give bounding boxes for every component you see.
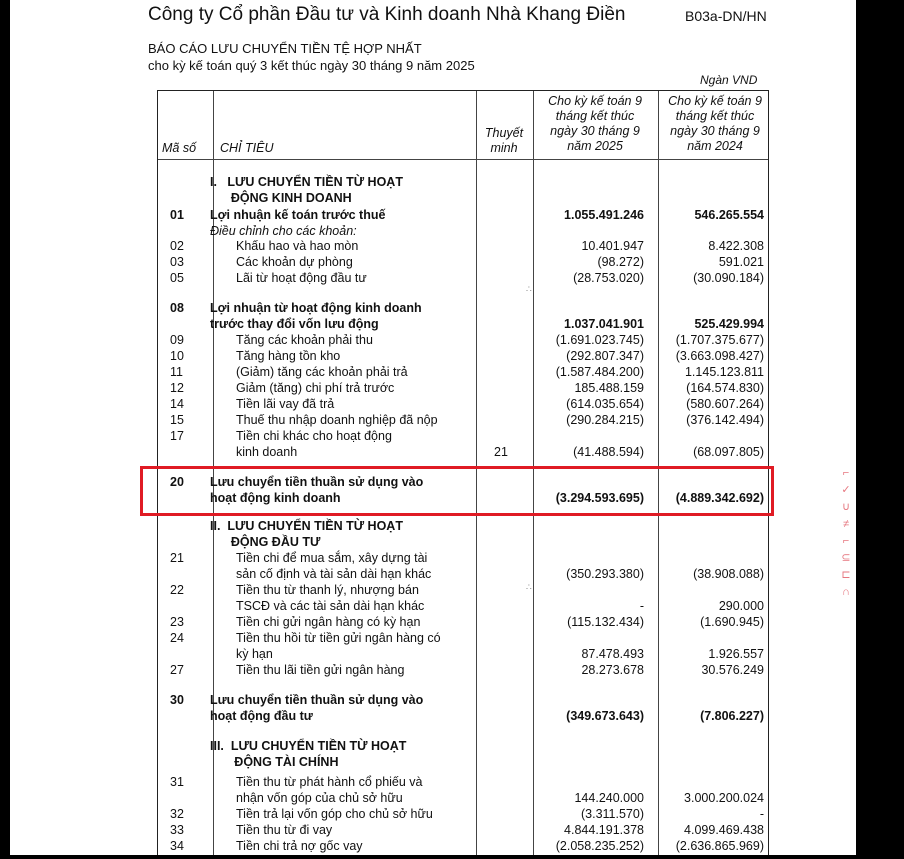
row-label: Tăng các khoản phải thu: [236, 333, 373, 347]
row-label: ĐỘNG ĐẦU TƯ: [210, 535, 321, 549]
row-code: 15: [170, 413, 184, 427]
row-value-2024: 591.021: [718, 255, 764, 269]
row-value-2024: (2.636.865.969): [675, 839, 764, 853]
row-value-2025: 1.055.491.246: [564, 208, 644, 222]
row-label: sản cố định và tài sản dài hạn khác: [236, 567, 432, 581]
row-value-2025: (349.673.643): [566, 709, 644, 723]
row-code: 02: [170, 239, 184, 253]
row-label: kinh doanh: [236, 445, 298, 459]
row-note: 21: [494, 445, 508, 459]
row-label: II. LƯU CHUYỂN TIỀN TỪ HOẠT: [210, 519, 403, 533]
row-code: 05: [170, 271, 184, 285]
report-title: BÁO CÁO LƯU CHUYỂN TIỀN TỆ HỢP NHẤT: [148, 41, 422, 56]
row-value-2024: 1.145.123.811: [684, 365, 764, 379]
row-value-2024: 1.926.557: [708, 647, 764, 661]
row-value-2025: 185.488.159: [574, 381, 644, 395]
row-label: Tiền chi gửi ngân hàng có kỳ hạn: [236, 615, 421, 629]
red-stamp-mark: ⌐ ✓ ∪ ≠ ⌐ ⊆ ⊏ ∩: [841, 467, 851, 598]
row-value-2024: 8.422.308: [708, 239, 764, 253]
company-name: Công ty Cổ phần Đầu tư và Kinh doanh Nhà Khang Điền: [148, 4, 626, 25]
header-divider: [158, 159, 768, 160]
row-value-2025: 10.401.947: [581, 239, 644, 253]
row-label: Lợi nhuận từ hoạt động kinh doanh: [210, 301, 422, 315]
row-value-2025: (115.132.434): [567, 615, 644, 629]
row-value-2024: 546.265.554: [694, 208, 764, 222]
row-label: III. LƯU CHUYỂN TIỀN TỪ HOẠT: [210, 739, 407, 753]
row-value-2025: (98.272): [597, 255, 644, 269]
col-header-current: Cho kỳ kế toán 9 tháng kết thúc ngày 30 tháng 9 năm 2025: [548, 94, 642, 153]
row-label: Tiền trả lại vốn góp cho chủ sở hữu: [236, 807, 433, 821]
row-label: Tăng hàng tồn kho: [236, 349, 341, 363]
row-value-2025: -: [639, 599, 644, 613]
row-code: 32: [170, 807, 184, 821]
row-code: 09: [170, 333, 184, 347]
row-value-2024: 4.099.469.438: [684, 823, 764, 837]
row-code: 17: [170, 429, 184, 443]
row-label: Lưu chuyển tiền thuần sử dụng vào: [210, 693, 424, 707]
row-label: Thuế thu nhập doanh nghiệp đã nộp: [236, 413, 438, 427]
row-label: (Giảm) tăng các khoản phải trả: [236, 365, 408, 379]
row-value-2025: 87.478.493: [581, 647, 644, 661]
row-code: 33: [170, 823, 184, 837]
row-code: 03: [170, 255, 184, 269]
scan-speck: ∴: [526, 582, 532, 592]
row-value-2024: (38.908.088): [693, 567, 764, 581]
row-label: Tiền chi để mua sắm, xây dựng tài: [236, 551, 428, 565]
row-code: 08: [170, 301, 184, 315]
row-label: Giảm (tăng) chi phí trả trước: [236, 381, 395, 395]
row-label: ĐỘNG TÀI CHÍNH: [210, 755, 339, 769]
row-label: Tiền lãi vay đã trả: [236, 397, 335, 411]
row-code: 20: [170, 475, 184, 489]
row-value-2025: 144.240.000: [574, 791, 644, 805]
row-value-2025: 1.037.041.901: [564, 317, 644, 331]
row-label: Tiền thu hồi từ tiền gửi ngân hàng có: [236, 631, 441, 645]
row-label: nhận vốn góp của chủ sở hữu: [236, 791, 403, 805]
row-code: 01: [170, 208, 184, 222]
row-label: Khấu hao và hao mòn: [236, 239, 359, 253]
row-value-2025: (3.311.570): [580, 807, 644, 821]
row-code: 12: [170, 381, 184, 395]
row-label: Lãi từ hoạt động đầu tư: [236, 271, 367, 285]
document-page: [10, 0, 856, 855]
row-label: trước thay đổi vốn lưu động: [210, 317, 379, 331]
row-code: 22: [170, 583, 184, 597]
row-label: Tiền thu từ phát hành cổ phiếu và: [236, 775, 423, 789]
row-label: TSCĐ và các tài sản dài hạn khác: [236, 599, 425, 613]
row-value-2024: (4.889.342.692): [675, 491, 764, 505]
row-value-2024: 30.576.249: [701, 663, 764, 677]
col-header-item: CHỈ TIÊU: [220, 141, 274, 155]
row-label: kỳ hạn: [236, 647, 273, 661]
row-value-2025: (614.035.654): [566, 397, 644, 411]
row-code: 34: [170, 839, 184, 853]
highlight-box: [140, 466, 774, 516]
row-label: Tiền thu từ đi vay: [236, 823, 333, 837]
row-value-2024: (1.690.945): [700, 615, 764, 629]
row-label: Tiền thu lãi tiền gửi ngân hàng: [236, 663, 405, 677]
row-value-2024: (3.663.098.427): [675, 349, 764, 363]
row-value-2025: (350.293.380): [566, 567, 644, 581]
row-code: 30: [170, 693, 184, 707]
row-label: Lợi nhuận kế toán trước thuế: [210, 208, 386, 222]
row-code: 10: [170, 349, 184, 363]
row-code: 31: [170, 775, 184, 789]
report-period: cho kỳ kế toán quý 3 kết thúc ngày 30 tháng 9 năm 2025: [148, 58, 475, 73]
row-code: 24: [170, 631, 184, 645]
row-value-2024: 3.000.200.024: [684, 791, 764, 805]
row-value-2025: 28.273.678: [581, 663, 644, 677]
row-value-2025: (3.294.593.695): [555, 491, 644, 505]
row-value-2024: (7.806.227): [700, 709, 764, 723]
row-value-2025: (28.753.020): [573, 271, 644, 285]
row-value-2024: (376.142.494): [686, 413, 764, 427]
row-value-2025: (2.058.235.252): [555, 839, 644, 853]
col-header-previous: Cho kỳ kế toán 9 tháng kết thúc ngày 30 tháng 9 năm 2024: [668, 94, 762, 153]
scan-speck: ∴: [526, 284, 532, 294]
row-value-2024: -: [759, 807, 764, 821]
row-label: Các khoản dự phòng: [236, 255, 353, 269]
row-value-2025: (41.488.594): [573, 445, 644, 459]
row-value-2024: (580.607.264): [686, 397, 764, 411]
row-value-2025: (1.587.484.200): [555, 365, 644, 379]
row-value-2024: (68.097.805): [693, 445, 764, 459]
row-value-2024: 290.000: [718, 599, 764, 613]
row-label: Điều chỉnh cho các khoản:: [210, 224, 357, 238]
row-value-2025: 4.844.191.378: [564, 823, 644, 837]
row-value-2025: (1.691.023.745): [555, 333, 644, 347]
row-value-2024: (164.574.830): [686, 381, 764, 395]
row-label: Tiền thu từ thanh lý, nhượng bán: [236, 583, 419, 597]
row-value-2025: (292.807.347): [566, 349, 644, 363]
row-code: 23: [170, 615, 184, 629]
row-code: 14: [170, 397, 184, 411]
col-header-note: Thuyết minh: [484, 126, 524, 155]
row-label: Lưu chuyển tiền thuần sử dụng vào: [210, 475, 424, 489]
row-code: 27: [170, 663, 184, 677]
row-label: Tiền chi khác cho hoạt động: [236, 429, 392, 443]
form-code: B03a-DN/HN: [685, 8, 767, 24]
row-value-2024: (30.090.184): [693, 271, 764, 285]
row-label: ĐỘNG KINH DOANH: [210, 191, 352, 205]
row-value-2024: (1.707.375.677): [675, 333, 764, 347]
row-label: hoạt động đầu tư: [210, 709, 313, 723]
row-value-2024: 525.429.994: [694, 317, 764, 331]
row-label: I. LƯU CHUYỂN TIỀN TỪ HOẠT: [210, 175, 403, 189]
row-value-2025: (290.284.215): [566, 413, 644, 427]
row-label: hoạt động kinh doanh: [210, 491, 341, 505]
col-header-code: Mã số: [162, 141, 197, 155]
row-code: 11: [170, 365, 183, 379]
currency-unit: Ngàn VND: [700, 73, 758, 87]
row-label: Tiền chi trả nợ gốc vay: [236, 839, 363, 853]
row-code: 21: [170, 551, 184, 565]
